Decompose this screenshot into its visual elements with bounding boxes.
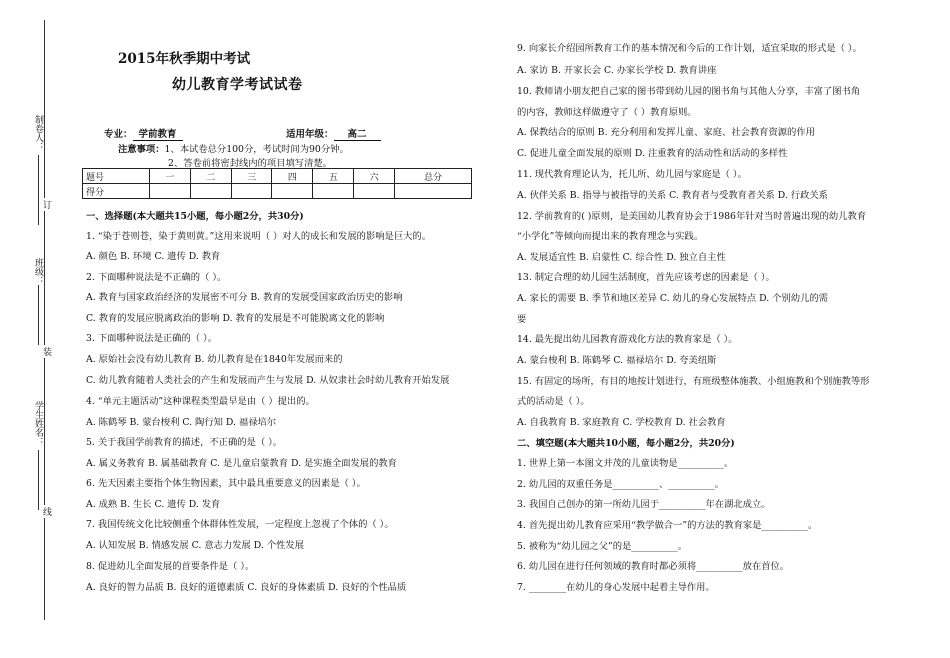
option-line: A. 原始社会没有幼儿教育 B. 幼儿教育是在1840年发展而来的 bbox=[86, 354, 343, 365]
option-line: A. 教育与国家政治经济的发展密不可分 B. 教育的发展受国家政治历史的影响 bbox=[86, 292, 403, 303]
grade-value: 高二 bbox=[334, 126, 381, 141]
notice-1: 1、本试卷总分100分，考试时间为90分钟。 bbox=[164, 144, 349, 155]
score-header-cell: 总分 bbox=[395, 169, 472, 184]
major-field bbox=[104, 126, 183, 141]
class-blank[interactable] bbox=[38, 285, 39, 345]
score-header-cell: 五 bbox=[313, 169, 354, 184]
question-line: 2. 下面哪种说法是不正确的（ ）。 bbox=[86, 272, 227, 283]
question-line: 1. “染于苍则苍，染于黄则黄。”这用来说明（ ）对人的成长和发展的影响是巨大的。 bbox=[86, 231, 432, 242]
score-header-cell: 一 bbox=[150, 169, 191, 184]
seal-mark-zhuang: 装 bbox=[41, 347, 51, 356]
score-cell[interactable] bbox=[231, 184, 272, 199]
notice-line-1 bbox=[118, 141, 349, 155]
score-cell[interactable] bbox=[272, 184, 313, 199]
fill-in-question: 7. ________在幼儿的身心发展中起着主导作用。 bbox=[517, 582, 715, 593]
option-line: A. 颜色 B. 环境 C. 遗传 D. 教育 bbox=[86, 251, 221, 262]
score-table bbox=[82, 168, 472, 199]
question-line: 5. 关于我国学前教育的描述，不正确的是（ ）。 bbox=[86, 437, 283, 448]
question-line: 14. 最先提出幼儿园教育游戏化方法的教育家是（ ）。 bbox=[517, 334, 738, 345]
score-header-cell: 二 bbox=[190, 169, 231, 184]
option-line: A. 成熟 B. 生长 C. 遗传 D. 发育 bbox=[86, 499, 221, 510]
option-line: A. 认知发展 B. 情感发展 C. 意志力发展 D. 个性发展 bbox=[86, 540, 305, 551]
option-line: C. 教育的发展应脱离政治的影响 D. 教育的发展是不可能脱离文化的影响 bbox=[86, 313, 385, 324]
notice-label: 注意事项： bbox=[118, 144, 165, 155]
option-line: A. 陈鹤琴 B. 蒙台梭利 C. 陶行知 D. 福禄培尔 bbox=[86, 417, 277, 428]
question-line: 的内容，教师这样做遵守了（ ）教育原则。 bbox=[517, 107, 697, 118]
score-header-cell: 六 bbox=[354, 169, 395, 184]
major-value: 学前教育 bbox=[133, 126, 183, 141]
section-2-heading: 二、填空题(本大题共10小题，每小题2分，共20分) bbox=[517, 438, 735, 449]
option-line: A. 家访 B. 开家长会 C. 办家长学校 D. 教育讲座 bbox=[517, 65, 717, 76]
question-line: 4. “单元主题活动”这种课程类型最早是由（ ）提出的。 bbox=[86, 396, 315, 407]
seal-mark-ding: 订 bbox=[41, 200, 51, 209]
exam-subtitle: 幼儿教育学考试试卷 bbox=[172, 77, 303, 93]
fill-in-question: 3. 我国自己创办的第一所幼儿园于__________年在湖北成立。 bbox=[517, 499, 771, 510]
fill-in-question: 2. 幼儿园的双重任务是__________、__________。 bbox=[517, 479, 725, 490]
field-maker: 制卷人： bbox=[33, 112, 43, 154]
student-name-blank[interactable] bbox=[38, 450, 39, 510]
option-line: A. 自我教育 B. 家庭教育 C. 学校教育 D. 社会教育 bbox=[517, 417, 726, 428]
score-cell[interactable] bbox=[150, 184, 191, 199]
question-line: 9. 向家长介绍园所教育工作的基本情况和今后的工作计划，适宜采取的形式是（ ）。 bbox=[517, 43, 862, 54]
question-line: 式的活动是（ ）。 bbox=[517, 396, 590, 407]
question-line: 12. 学前教育的( )原则，是美国幼儿教育协会于1986年针对当时普遍出现的幼儿教育 bbox=[517, 211, 867, 222]
fill-in-question: 6. 幼儿园在进行任何领域的教育时都必须将__________放在首位。 bbox=[517, 561, 790, 572]
score-row-label: 得分 bbox=[83, 184, 150, 199]
question-line: 7. 我国传统文化比较侧重个体群体性发展，一定程度上忽视了个体的（ ）。 bbox=[86, 519, 394, 530]
option-line: A. 保教结合的原则 B. 充分利用和发挥儿童、家庭、社会教育资源的作用 bbox=[517, 127, 815, 138]
binding-margin bbox=[0, 0, 70, 658]
option-line: A. 发展适宜性 B. 启蒙性 C. 综合性 D. 独立自主性 bbox=[517, 252, 726, 263]
score-header-cell: 三 bbox=[231, 169, 272, 184]
question-line: 15. 有固定的场所，有目的地按计划进行，有班级整体施教、小组施教和个别施教等形 bbox=[517, 376, 870, 387]
score-table-row bbox=[83, 184, 472, 199]
maker-blank[interactable] bbox=[38, 155, 39, 225]
question-line: 11. 现代教育理论认为，托儿所、幼儿园与家庭是（ ）。 bbox=[517, 169, 747, 180]
notice-2: 2、答卷前将密封线内的项目填写清楚。 bbox=[168, 158, 332, 169]
question-line: “小学化”等倾向而提出来的教育理念与实践。 bbox=[517, 231, 704, 242]
question-line: 8. 促进幼儿全面发展的首要条件是（ ）。 bbox=[86, 561, 255, 572]
question-line: 13. 制定合理的幼儿园生活制度，首先应该考虑的因素是（ ）。 bbox=[517, 272, 775, 283]
grade-field bbox=[286, 126, 381, 141]
question-line: 10. 教师请小朋友把自己家的图书带到幼儿园的图书角与其他人分享，丰富了图书角 bbox=[517, 86, 861, 97]
section-1-heading: 一、选择题(本大题共15小题，每小题2分，共30分) bbox=[86, 211, 304, 222]
fill-in-question: 5. 被称为“幼儿园之父”的是__________。 bbox=[517, 541, 688, 552]
score-cell[interactable] bbox=[395, 184, 472, 199]
field-student-name: 学生姓名： bbox=[33, 398, 43, 449]
score-table-header-row bbox=[83, 169, 472, 184]
score-cell[interactable] bbox=[354, 184, 395, 199]
question-line: 6. 先天因素主要指个体生物因素，其中最具重要意义的因素是（ ）。 bbox=[86, 478, 366, 489]
option-line: A. 伙伴关系 B. 指导与被指导的关系 C. 教育者与受教育者关系 D. 行政关系 bbox=[517, 190, 828, 201]
question-line: 3. 下面哪种说法是正确的（ ）。 bbox=[86, 333, 217, 344]
exam-title: 2015年秋季期中考试 bbox=[118, 51, 251, 67]
seal-line bbox=[44, 20, 45, 620]
option-line: A. 家长的需要 B. 季节和地区差异 C. 幼儿的身心发展特点 D. 个别幼儿的需 bbox=[517, 293, 828, 304]
score-cell[interactable] bbox=[313, 184, 354, 199]
fill-in-question: 1. 世界上第一本图文并茂的儿童读物是__________。 bbox=[517, 458, 734, 469]
fill-in-question: 4. 首先提出幼儿教育应采用“教学做合一”的方法的教育家是__________。 bbox=[517, 520, 818, 531]
option-line: C. 幼儿教育随着人类社会的产生和发展而产生与发展 D. 从奴隶社会时幼儿教育开始发展 bbox=[86, 375, 450, 386]
option-line: A. 属义务教育 B. 属基础教育 C. 是儿童启蒙教育 D. 是实施全面发展的教育 bbox=[86, 458, 397, 469]
field-class: 班级： bbox=[33, 255, 43, 288]
score-header-cell: 题号 bbox=[83, 169, 150, 184]
score-header-cell: 四 bbox=[272, 169, 313, 184]
grade-label: 适用年级： bbox=[286, 129, 334, 140]
seal-mark-xian: 线 bbox=[41, 507, 51, 516]
option-line: C. 促进儿童全面发展的原则 D. 注重教育的活动性和活动的多样性 bbox=[517, 148, 788, 159]
option-line: A. 良好的智力品质 B. 良好的道德素质 C. 良好的身体素质 D. 良好的个性品质 bbox=[86, 582, 407, 593]
major-label: 专业： bbox=[104, 129, 133, 140]
option-line: A. 蒙台梭利 B. 陈鹤琴 C. 福禄培尔 D. 夸美纽斯 bbox=[517, 355, 717, 366]
option-line: 要 bbox=[517, 314, 527, 325]
score-cell[interactable] bbox=[190, 184, 231, 199]
